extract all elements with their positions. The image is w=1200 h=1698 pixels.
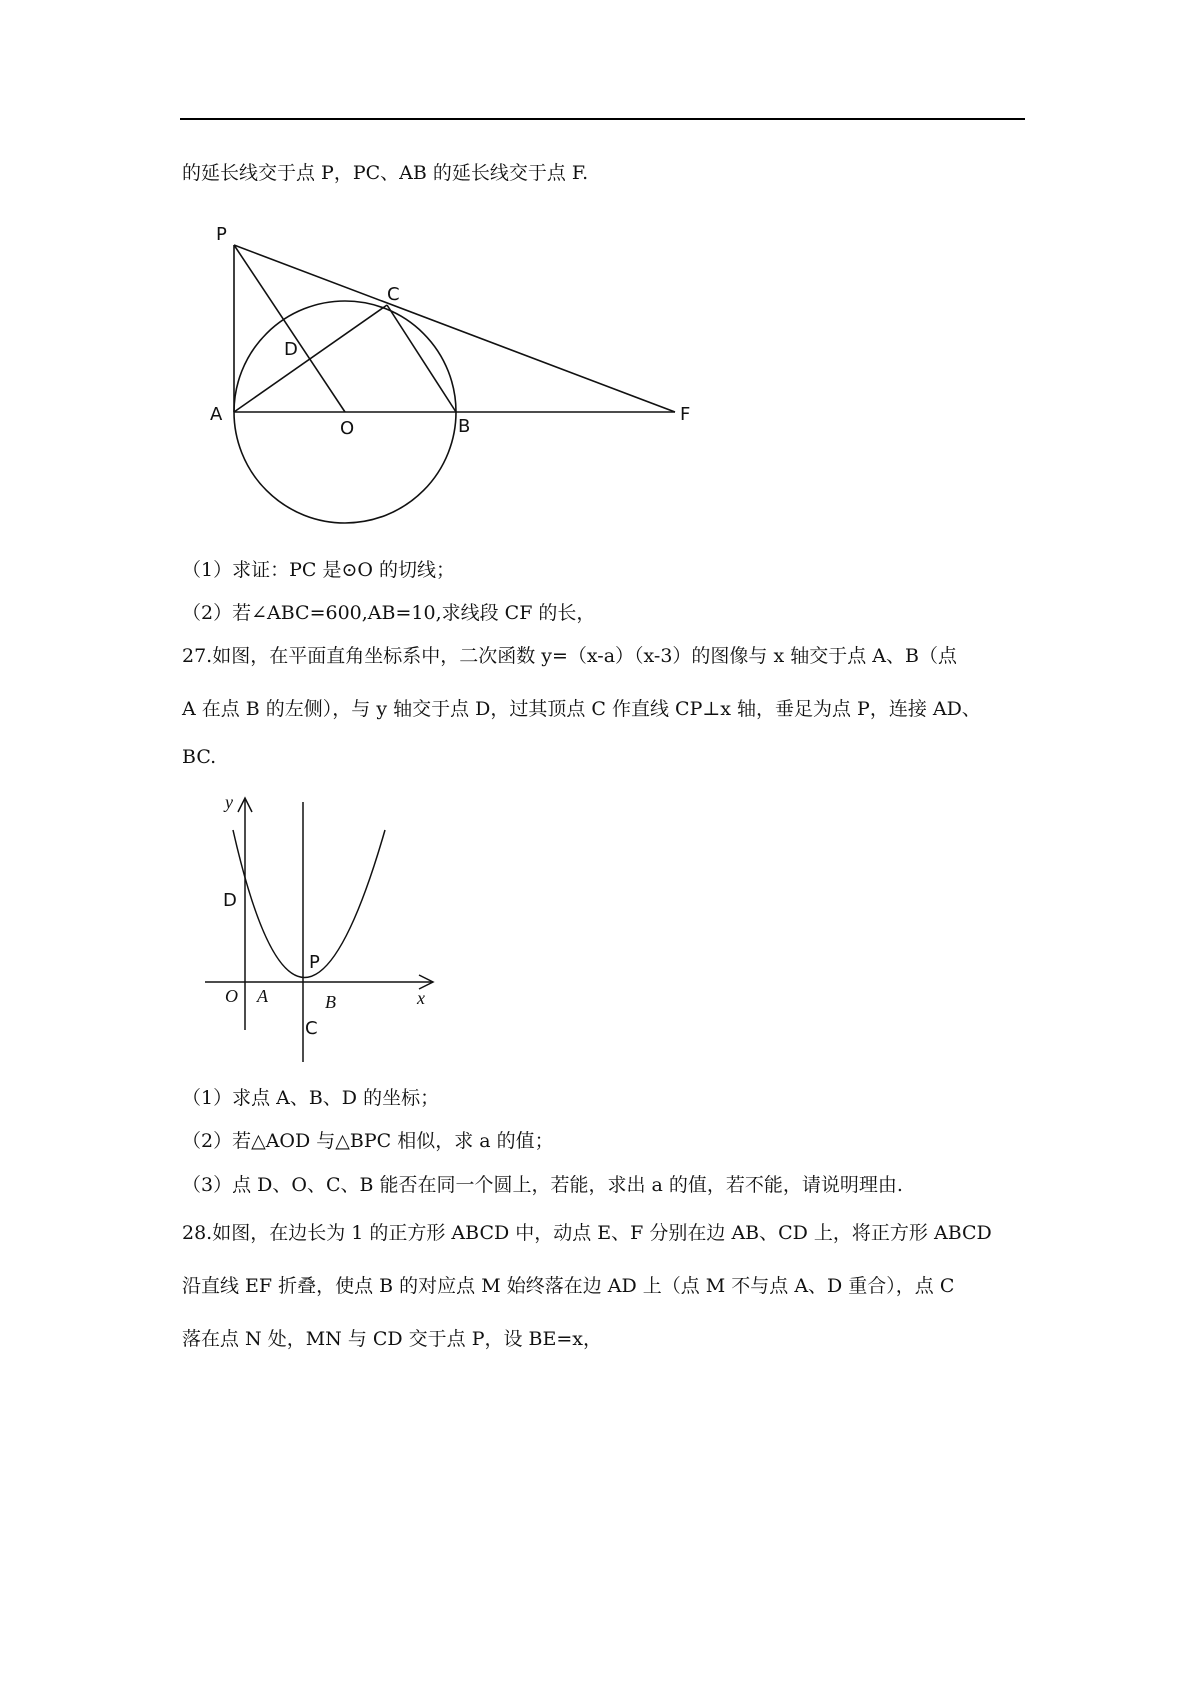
text-line: （1）求证：PC 是⊙O 的切线； — [182, 559, 455, 581]
label-b: B — [325, 992, 336, 1012]
label-p: P — [216, 224, 227, 245]
label-b: B — [458, 416, 471, 437]
line-ac — [234, 305, 387, 412]
label-c: C — [387, 284, 400, 305]
text-line: （3）点 D、O、C、B 能否在同一个圆上，若能，求出 a 的值，若不能，请说明理由. — [182, 1174, 903, 1196]
label-o: O — [225, 986, 238, 1006]
label-a: A — [257, 986, 268, 1006]
text-line: （2）若∠ABC=600,AB=10,求线段 CF 的长， — [182, 602, 596, 624]
text-line: （1）求点 A、B、D 的坐标； — [182, 1087, 440, 1109]
text-line: A 在点 B 的左侧），与 y 轴交于点 D，过其顶点 C 作直线 CP⊥x 轴，垂足为点 P，连接 AD、 — [182, 698, 981, 720]
text-line: （2）若△AOD 与△BPC 相似，求 a 的值； — [182, 1130, 554, 1152]
label-y: y — [225, 792, 233, 812]
text-line: 28.如图，在边长为 1 的正方形 ABCD 中，动点 E、F 分别在边 AB、CD 上，将正方形 ABCD — [182, 1222, 992, 1244]
text-line: 沿直线 EF 折叠，使点 B 的对应点 M 始终落在边 AD 上（点 M 不与点 A、D 重合），点 C — [182, 1275, 955, 1297]
label-x: x — [417, 988, 425, 1008]
label-p: P — [309, 952, 320, 973]
label-d: D — [223, 890, 237, 911]
text-line: 27.如图，在平面直角坐标系中，二次函数 y=（x-a）（x-3）的图像与 x 轴交于点 A、B（点 — [182, 645, 957, 667]
line-po — [234, 245, 345, 412]
label-a: A — [210, 404, 223, 425]
label-f: F — [680, 404, 691, 425]
label-d: D — [284, 339, 298, 360]
text-line: BC. — [182, 746, 217, 768]
text-line: 的延长线交于点 P，PC、AB 的延长线交于点 F. — [182, 162, 589, 184]
line-pf — [234, 245, 675, 412]
text-line: 落在点 N 处，MN 与 CD 交于点 P，设 BE=x， — [182, 1328, 603, 1350]
header-rule — [180, 118, 1025, 120]
geometry-figure-circle — [200, 210, 700, 530]
label-c: C — [305, 1018, 318, 1039]
label-o: O — [340, 418, 355, 439]
line-cb — [387, 305, 456, 412]
parabola-figure — [195, 790, 445, 1070]
